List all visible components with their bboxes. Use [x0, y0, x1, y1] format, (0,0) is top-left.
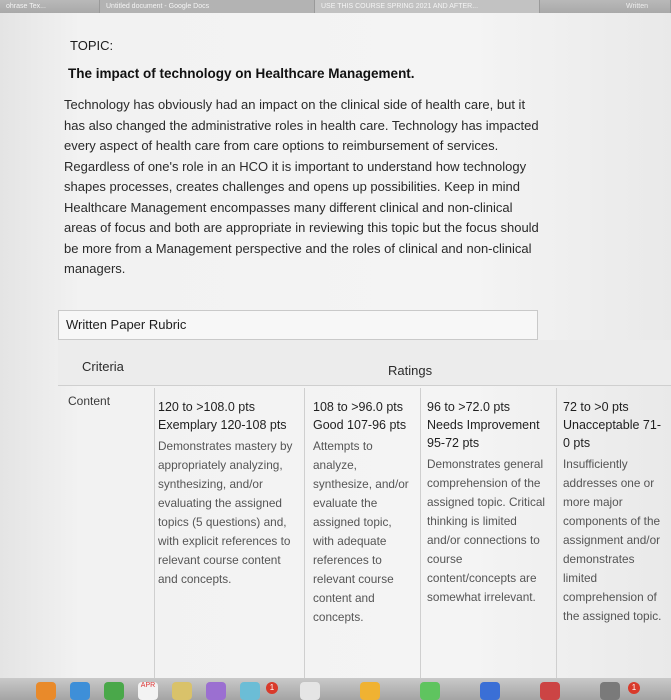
app-icon[interactable]	[172, 682, 192, 700]
rating-description: Insufficiently addresses one or more major components of the assignment and/or demonstrates limited comprehension of the assigned topic.	[563, 457, 662, 623]
rating-good	[313, 398, 413, 627]
rating-points: 120 to >108.0 pts	[158, 400, 255, 414]
app-icon[interactable]	[300, 682, 320, 700]
app-icon[interactable]	[360, 682, 380, 700]
rating-description: Attempts to analyze, synthesize, and/or evaluate the assigned topic, with adequate references to relevant course content and concepts.	[313, 439, 409, 624]
tab-written[interactable]: Written	[620, 0, 671, 13]
app-icon[interactable]	[420, 682, 440, 700]
topic-description: Technology has obviously had an impact on the clinical side of health care, but it has also changed the administrative roles in health care. Technology has impacted every aspect of health care from care options to reimbursement of services. Regardless of one's role in an HCO it is important to understand how technology shapes processes, creates challenges and opens up possibilities. Keep in mind Healthcare Management encompasses many different clinical and non-clinical areas of focus and both are appropriate in reviewing this topic but the focus should be more from a Management perspective and the roles of clinical and non-clinical managers.	[64, 97, 539, 276]
tab-google-docs[interactable]: Untitled document - Google Docs	[100, 0, 315, 13]
criteria-header: Criteria	[82, 359, 124, 374]
rating-points: 108 to >96.0 pts	[313, 400, 404, 414]
app-icon[interactable]	[36, 682, 56, 700]
app-icon[interactable]	[600, 682, 620, 700]
rating-label: Good 107-96 pts	[313, 418, 407, 432]
rating-needs-improvement	[427, 398, 549, 607]
rubric-divider	[420, 388, 421, 688]
topic-title: The impact of technology on Healthcare Management.	[68, 66, 415, 81]
criterion-content: Content	[68, 394, 111, 408]
dock	[0, 678, 671, 700]
topic-label: TOPIC:	[70, 38, 114, 53]
browser-tab-bar	[0, 0, 671, 14]
ratings-header: Ratings	[388, 363, 433, 378]
app-icon[interactable]	[540, 682, 560, 700]
rating-description: Demonstrates general comprehension of the assigned topic. Critical thinking is limited and/or connections to course content/concepts are somewhat irrelevant.	[427, 457, 546, 604]
rating-description: Demonstrates mastery by appropriately analyzing, synthesizing, and/or evaluating the assigned topics (5 questions) and, with explicit references to relevant course content and concepts.	[158, 439, 293, 586]
notification-badge: 1	[266, 682, 278, 694]
app-icon[interactable]	[70, 682, 90, 700]
app-icon[interactable]	[104, 682, 124, 700]
rubric-header-row	[58, 340, 671, 386]
tab-phrase-tool[interactable]: ohrase Tex...	[0, 0, 100, 13]
assignment-page	[0, 13, 671, 678]
rubric-divider	[304, 388, 305, 688]
calendar-icon[interactable]: APR	[138, 682, 158, 700]
rating-points: 72 to >0 pts	[563, 400, 629, 414]
rubric-divider	[154, 388, 155, 688]
rating-points: 96 to >72.0 pts	[427, 400, 511, 414]
rating-unacceptable	[563, 398, 667, 626]
tab-course-page[interactable]: USE THIS COURSE SPRING 2021 AND AFTER...	[315, 0, 540, 13]
notification-badge: 1	[628, 682, 640, 694]
rating-exemplary	[158, 398, 298, 589]
rubric-title: Written Paper Rubric	[58, 310, 538, 340]
rating-label: Needs Improvement 95-72 pts	[427, 418, 540, 450]
app-icon[interactable]	[206, 682, 226, 700]
rubric-divider	[556, 388, 557, 688]
app-icon[interactable]	[480, 682, 500, 700]
rating-label: Unacceptable 71-0 pts	[563, 418, 661, 450]
rating-label: Exemplary 120-108 pts	[158, 418, 287, 432]
app-icon[interactable]	[240, 682, 260, 700]
